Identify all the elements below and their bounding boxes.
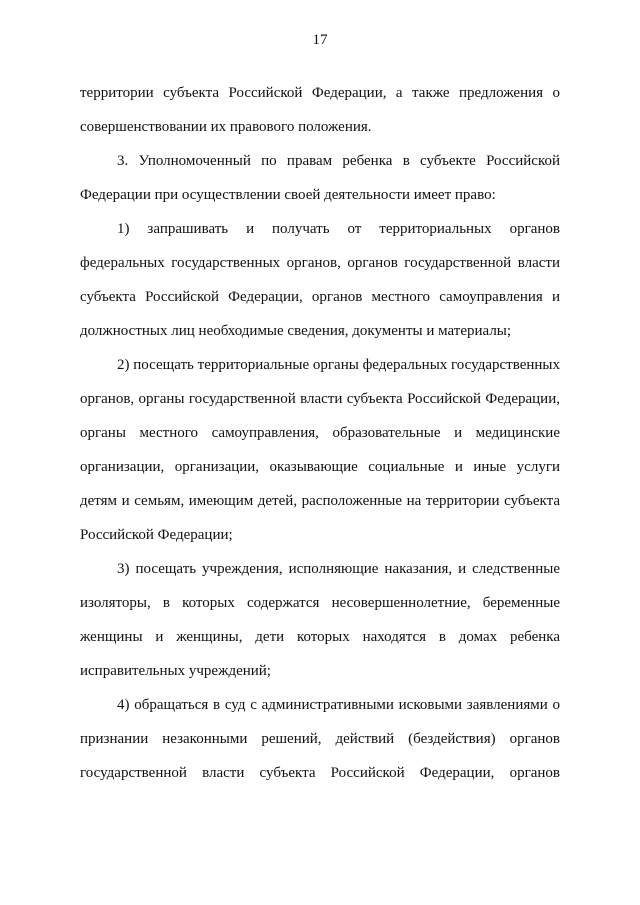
paragraph-item-2: 2) посещать территориальные органы федеральных государственных органов, органы государственной власти субъекта Российской Федерации, органы местного самоуправления, образовательные и медицинские организации, организации, оказывающие социальные и иные услуги детям и семьям, имеющим детей, расположенные на территории субъекта Российской Федерации; bbox=[80, 357, 560, 543]
paragraph-continuation: территории субъекта Российской Федерации, а также предложения о совершенствовании их правового положения. bbox=[80, 85, 560, 135]
document-body bbox=[80, 76, 560, 790]
paragraph-clause-3: 3. Уполномоченный по правам ребенка в субъекте Российской Федерации при осуществлении своей деятельности имеет право: bbox=[80, 153, 560, 203]
paragraph-item-4: 4) обращаться в суд с административными исковыми заявлениями о признании незаконными решений, действий (бездействия) органов государственной власти субъекта Российской Федерации, органов bbox=[80, 697, 560, 781]
paragraph-item-3: 3) посещать учреждения, исполняющие наказания, и следственные изоляторы, в которых содержатся несовершеннолетние, беременные женщины и женщины, дети которых находятся в домах ребенка исправительных учреждений; bbox=[80, 561, 560, 679]
page-number: 17 bbox=[312, 32, 328, 48]
paragraph-item-1: 1) запрашивать и получать от территориальных органов федеральных государственных органов, органов государственной власти субъекта Российской Федерации, органов местного самоуправления и должностных лиц необходимые сведения, документы и материалы; bbox=[80, 221, 560, 339]
